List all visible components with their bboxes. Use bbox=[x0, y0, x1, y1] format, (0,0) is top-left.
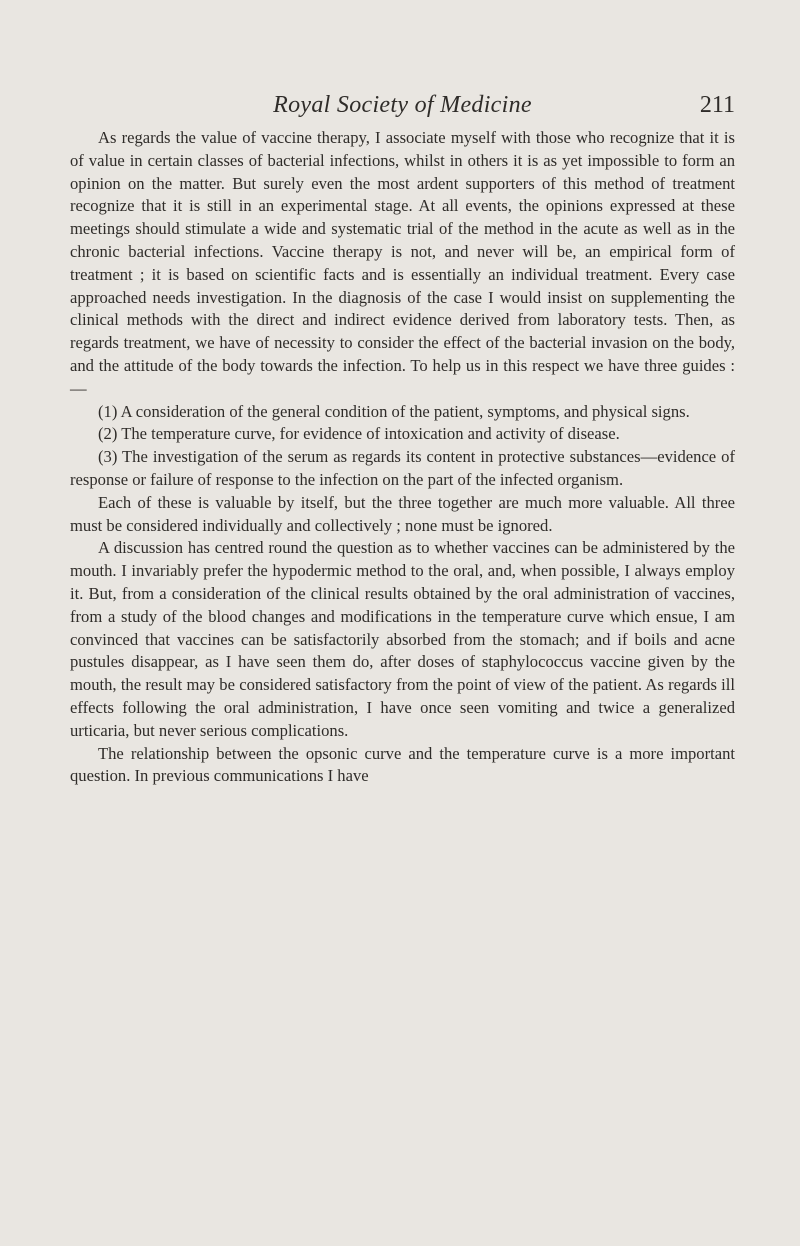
paragraph-guide-1: (1) A consideration of the general condition of the patient, symptoms, and physical signs. bbox=[98, 401, 690, 421]
paragraph-oral-administration: A discussion has centred round the question as to whether vaccines can be administered by the mouth. I invariably prefer the hypodermic method to the oral, and, when possible, I always employ it. But, from a consideration of the clinical results obtained by the oral administration of vaccines, from a study of the blood changes and modifications in the temperature curve which ensue, I am convinced that vaccines can be satisfactorily absorbed from the stomach; and if boils and acne pustules disappear, as I have seen them do, after doses of staphylococcus vaccine given by the mouth, the result may be considered satisfactory from the point of view of the patient. As regards ill effects following the oral administration, I have once seen vomiting and twice a generalized urticaria, but never serious complications. bbox=[70, 538, 735, 740]
paragraph-vaccine-therapy: As regards the value of vaccine therapy, I associate myself with those who recognize that it is of value in certain classes of bacterial infections, whilst in others it is as yet impossible to form an opinion on the matter. But surely even the most ardent supporters of this method of treatment recognize that it is still in an experimental stage. At all events, the opinions expressed at these meetings should stimulate a wide and systematic trial of the method in the acute as well as in the chronic bacterial infections. Vaccine therapy is not, and never will be, an empirical form of treatment ; it is based on scientific facts and is essentially an individual treatment. Every case approached needs investigation. In the diagnosis of the case I would insist on supplementing the clinical methods with the direct and indirect evidence derived from laboratory tests. Then, as regards treatment, we have of necessity to consider the effect of the bacterial invasion on the body, and the attitude of the body towards the infection. To help us in this respect we have three guides :— bbox=[70, 128, 735, 398]
page-number: 211 bbox=[699, 92, 735, 118]
paragraph-guide-2: (2) The temperature curve, for evidence of intoxication and activity of disease. bbox=[98, 424, 620, 444]
paragraph-each-valuable: Each of these is valuable by itself, but the three together are much more valuable. All three must be considered individually and collectively ; none must be ignored. bbox=[70, 492, 735, 535]
paragraph-opsonic-curve: The relationship between the opsonic curve and the temperature curve is a more important question. In previous communications I have bbox=[70, 743, 735, 786]
running-head bbox=[70, 88, 735, 122]
body-text bbox=[70, 127, 735, 788]
paragraph-guide-3: (3) The investigation of the serum as regards its content in protective substances—evidence of response or failure of response to the infection on the part of the infected organism. bbox=[70, 447, 735, 489]
running-title: Royal Society of Medicine bbox=[273, 92, 532, 118]
